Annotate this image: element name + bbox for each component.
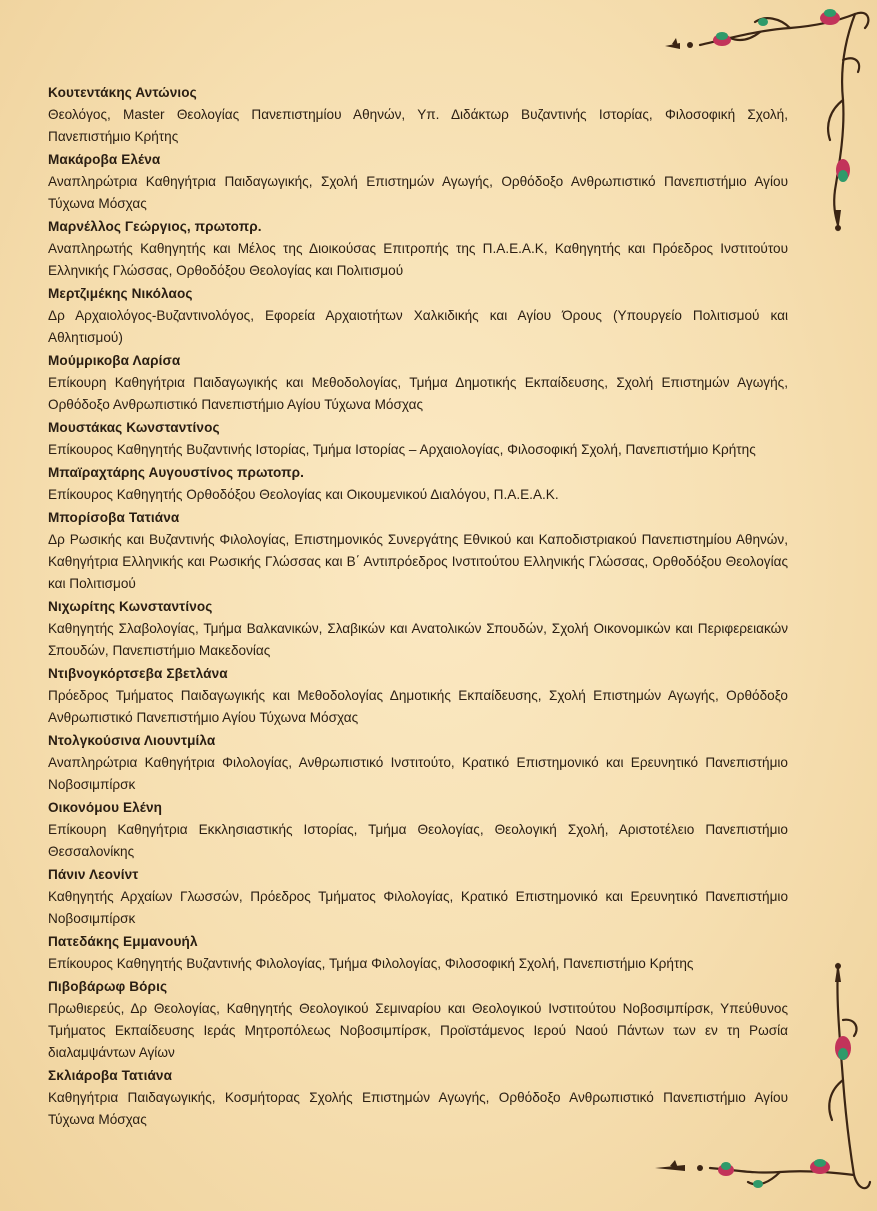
- list-item: [48, 461, 788, 506]
- list-item: [48, 662, 788, 729]
- participant-description: Θεολόγος, Master Θεολογίας Πανεπιστημίου Αθηνών, Υπ. Διδάκτωρ Βυζαντινής Ιστορίας, Φιλοσοφική Σχολή, Πανεπιστήμιο Κρήτης: [48, 107, 788, 144]
- participant-name: Μουστάκας Κωνσταντίνος: [48, 420, 220, 435]
- participant-name: Ντιβνογκόρτσεβα Σβετλάνα: [48, 666, 228, 681]
- participant-description: Επίκουρος Καθηγητής Βυζαντινής Ιστορίας, Τμήμα Ιστορίας – Αρχαιολογίας, Φιλοσοφική Σχολή, Πανεπιστήμιο Κρήτης: [48, 442, 756, 457]
- list-item: [48, 595, 788, 662]
- participant-description: Καθηγητής Σλαβολογίας, Τμήμα Βαλκανικών, Σλαβικών και Ανατολικών Σπουδών, Σχολή Οικονομικών και Περιφερειακών Σπουδών, Πανεπιστήμιο Μακεδονίας: [48, 621, 788, 658]
- participant-description: Καθηγήτρια Παιδαγωγικής, Κοσμήτορας Σχολής Επιστημών Αγωγής, Ορθόδοξο Ανθρωπιστικό Πανεπιστήμιο Αγίου Τύχωνα Μόσχας: [48, 1090, 788, 1127]
- list-item: [48, 349, 788, 416]
- participant-description: Καθηγητής Αρχαίων Γλωσσών, Πρόεδρος Τμήματος Φιλολογίας, Κρατικό Επιστημονικό και Ερευνητικό Πανεπιστήμιο Νοβοσιμπίρσκ: [48, 889, 788, 926]
- list-item: [48, 729, 788, 796]
- list-item: [48, 796, 788, 863]
- participant-name: Μαρνέλλος Γεώργιος, πρωτοπρ.: [48, 219, 262, 234]
- participant-description: Αναπληρώτρια Καθηγήτρια Παιδαγωγικής, Σχολή Επιστημών Αγωγής, Ορθόδοξο Ανθρωπιστικό Πανεπιστήμιο Αγίου Τύχωνα Μόσχας: [48, 174, 788, 211]
- participant-name: Μπαϊραχτάρης Αυγουστίνος πρωτοπρ.: [48, 465, 304, 480]
- participant-name: Πάνιν Λεονίντ: [48, 867, 139, 882]
- participant-name: Σκλιάροβα Τατιάνα: [48, 1068, 173, 1083]
- participant-description: Δρ Ρωσικής και Βυζαντινής Φιλολογίας, Επιστημονικός Συνεργάτης Εθνικού και Καποδιστριακού Πανεπιστημίου Αθηνών, Καθηγήτρια Ελληνικής και Ρωσικής Γλώσσας και Β΄ Αντιπρόεδρος Ινστιτούτου Ελληνικής Γλώσσας, Ορθοδόξου Θεολογίας και Πολιτισμού: [48, 532, 788, 591]
- participant-name: Μακάροβα Ελένα: [48, 152, 161, 167]
- list-item: [48, 215, 788, 282]
- participant-description: Αναπληρώτρια Καθηγήτρια Φιλολογίας, Ανθρωπιστικό Ινστιτούτο, Κρατικό Επιστημονικό και Ερευνητικό Πανεπιστήμιο Νοβοσιμπίρσκ: [48, 755, 788, 792]
- list-item: [48, 416, 788, 461]
- participant-name: Οικονόμου Ελένη: [48, 800, 163, 815]
- participant-description: Πρόεδρος Τμήματος Παιδαγωγικής και Μεθοδολογίας Δημοτικής Εκπαίδευσης, Σχολή Επιστημών Αγωγής, Ορθόδοξο Ανθρωπιστικό Πανεπιστήμιο Αγίου Τύχωνα Μόσχας: [48, 688, 788, 725]
- list-item: [48, 81, 788, 148]
- list-item: [48, 863, 788, 930]
- participant-name: Μούμρικοβα Λαρίσα: [48, 353, 181, 368]
- participant-description: Δρ Αρχαιολόγος-Βυζαντινολόγος, Εφορεία Αρχαιοτήτων Χαλκιδικής και Αγίου Όρους (Υπουργείο Πολιτισμού και Αθλητισμού): [48, 308, 788, 345]
- participant-description: Επίκουρος Καθηγητής Ορθοδόξου Θεολογίας και Οικουμενικού Διαλόγου, Π.Α.Ε.Α.Κ.: [48, 487, 559, 502]
- participant-name: Μπορίσοβα Τατιάνα: [48, 510, 180, 525]
- participant-description: Αναπληρωτής Καθηγητής και Μέλος της Διοικούσας Επιτροπής της Π.Α.Ε.Α.Κ, Καθηγητής και Πρόεδρος Ινστιτούτου Ελληνικής Γλώσσας, Ορθοδόξου Θεολογίας και Πολιτισμού: [48, 241, 788, 278]
- list-item: [48, 975, 788, 1064]
- list-item: [48, 148, 788, 215]
- participant-description: Πρωθιερεύς, Δρ Θεολογίας, Καθηγητής Θεολογικού Σεμιναρίου και Θεολογικού Ινστιτούτου Νοβοσιμπίρσκ, Υπεύθυνος Τμήματος Εκπαίδευσης Ιεράς Μητροπόλεως Νοβοσιμπίρσκ, Προϊστάμενος Ιερού Ναού Πάντων των εν τη Ρωσία διαλαμψάντων Αγίων: [48, 1001, 788, 1060]
- participant-description: Επίκουρη Καθηγήτρια Εκκλησιαστικής Ιστορίας, Τμήμα Θεολογίας, Θεολογική Σχολή, Αριστοτέλειο Πανεπιστήμιο Θεσσαλονίκης: [48, 822, 788, 859]
- list-item: [48, 1064, 788, 1131]
- list-item: [48, 930, 788, 975]
- participant-description: Επίκουρος Καθηγητής Βυζαντινής Φιλολογίας, Τμήμα Φιλολογίας, Φιλοσοφική Σχολή, Πανεπιστήμιο Κρήτης: [48, 956, 694, 971]
- participant-name: Πιβοβάρωφ Βόρις: [48, 979, 168, 994]
- participant-name: Μερτζιμέκης Νικόλαος: [48, 286, 193, 301]
- participant-name: Ντολγκούσινα Λιουντμίλα: [48, 733, 216, 748]
- participant-name: Πατεδάκης Εμμανουήλ: [48, 934, 198, 949]
- participant-description: Επίκουρη Καθηγήτρια Παιδαγωγικής και Μεθοδολογίας, Τμήμα Δημοτικής Εκπαίδευσης, Σχολή Επιστημών Αγωγής, Ορθόδοξο Ανθρωπιστικό Πανεπιστήμιο Αγίου Τύχωνα Μόσχας: [48, 375, 788, 412]
- participant-name: Νιχωρίτης Κωνσταντίνος: [48, 599, 213, 614]
- participant-name: Κουτεντάκης Αντώνιος: [48, 85, 197, 100]
- list-item: [48, 506, 788, 595]
- list-item: [48, 282, 788, 349]
- participants-list: [48, 81, 788, 1131]
